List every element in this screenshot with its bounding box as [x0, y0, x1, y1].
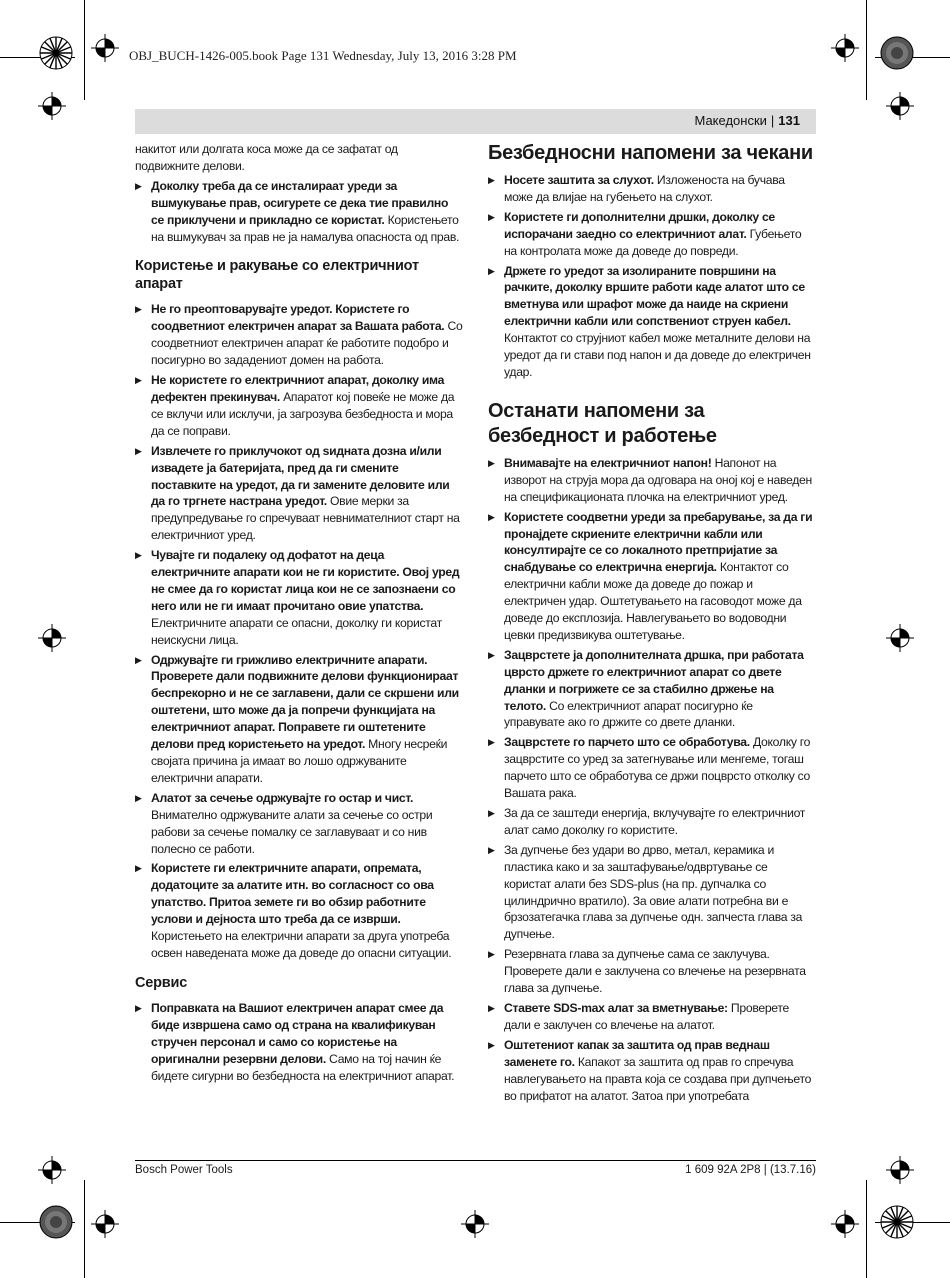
header-separator: | — [770, 113, 775, 128]
bullet-arrow-icon: ▶ — [135, 445, 142, 456]
item-text: Апаратот кој повеќе не може да се вклучи или исклучи, ја загрозува безбедноста и мора да се поправи. — [151, 389, 455, 438]
item-text: Капакот за заштита од прав го спречува навлегувањето на правта која се создава при дупчењето во прифатот на алатот. Затоа при употребата — [504, 1054, 812, 1103]
item-text: Изложеноста на бучава може да влијае на губењето на слухот. — [504, 173, 785, 204]
header-text — [694, 113, 800, 128]
list-item — [135, 547, 463, 648]
crosshair-right-lower-icon — [886, 1156, 914, 1184]
list-item — [488, 455, 816, 506]
item-bold-lead: Доколку треба да се инсталираат уреди за вшмукување прав, осигурете се дека тие правилно се приклучени и прикладно се користат. — [151, 178, 449, 227]
bullet-arrow-icon: ▶ — [488, 1002, 495, 1013]
print-slug-line: OBJ_BUCH-1426-005.book Page 131 Wednesday, July 13, 2016 3:28 PM — [129, 48, 517, 63]
item-bold-lead: Ставете SDS-max алат за вметнување: — [504, 1000, 728, 1015]
bullet-arrow-icon: ▶ — [488, 175, 495, 185]
footer-brand: Bosch Power Tools — [135, 1164, 233, 1176]
list-item — [135, 860, 463, 961]
other-safety-list — [488, 455, 816, 1105]
registration-starburst-bottom-left-icon — [39, 1205, 73, 1239]
service-list — [135, 1000, 463, 1085]
crosshair-bottom-right-icon — [831, 1210, 859, 1238]
right-column — [488, 141, 816, 1107]
item-text: Доколку го зацврстите со уред за затегнување или менгеме, тогаш парчето што се обработува се држи поцврсто отколку со Вашата рака. — [504, 735, 811, 801]
bullet-arrow-icon: ▶ — [135, 304, 142, 315]
left-column — [135, 141, 463, 1087]
item-text: За дупчење без удари во дрво, метал, керамика и пластика како и за заштафување/одвртување се користат алати без SDS-plus (на пр. дупчалка со цилиндрично вратило). За овие алати потребна ви е брзозатегачка глава за дупчење одн. запчеста глава за дупчење. — [504, 842, 803, 942]
item-bold-lead: Не го преоптоварувајте уредот. Користете го соодветниот електричен апарат за Вашата работа. — [151, 302, 445, 334]
item-bold-lead: Користете соодветни уреди за пребарување, за да ги пронајдете скриените електрични кабли или консултирајте се со локалното претпријатие за снабдување со електрична енергија. — [504, 509, 813, 575]
item-text: Губењето на контролата може да доведе до повреди. — [504, 226, 802, 258]
bullet-arrow-icon: ▶ — [135, 654, 142, 665]
item-bold-lead: Не користете го електричниот апарат, доколку има дефектен прекинувач. — [151, 373, 445, 404]
header-language: Македонски — [694, 113, 767, 128]
item-text: За да се заштеди енергија, вклучувајте го електричниот алат само доколку го користите. — [504, 806, 806, 837]
section-heading-other-safety: Останати напомени за безбедност и работење — [488, 399, 717, 447]
crosshair-bottom-left-icon — [91, 1210, 119, 1238]
item-text: Користењето на електрични апарати за друга употреба освен наведената може да доведе до опасни ситуации. — [151, 929, 452, 960]
item-bold-lead: Алатот за сечење одржувајте го остар и чист. — [151, 790, 414, 805]
list-item — [488, 172, 816, 206]
bullet-arrow-icon: ▶ — [488, 457, 495, 468]
hammer-safety-list — [488, 172, 816, 381]
item-text: Овие мерки за предупредување го спречуваат невнимателниот старт на електричниот уред. — [151, 494, 460, 543]
bullet-arrow-icon: ▶ — [488, 808, 495, 818]
footer-rule — [135, 1160, 816, 1161]
registration-starburst-bottom-right-icon — [880, 1205, 914, 1239]
list-item — [488, 263, 816, 381]
list-item — [488, 1000, 816, 1034]
item-text: Само на тој начин ќе бидете сигурни во безбедноста на електричниот апарат. — [151, 1051, 455, 1083]
item-bold-lead: Зацврстете ја дополнителната дршка, при работата цврсто држете го електричниот апарат со двете дланки и погрижете се за стабилно држење на телото. — [504, 647, 804, 713]
item-bold-lead: Чувајте ги подалеку од дофатот на деца електричните апарати кои не ги користите. Овој уред не смее да го користат лица кои не се запознаени со него или не ги имаат прочитано овие упатства. — [151, 548, 460, 613]
bullet-arrow-icon: ▶ — [135, 375, 142, 386]
section-heading-usage: Користење и ракување со електричниот апарат — [135, 258, 419, 293]
crop-mark-left-vertical — [84, 0, 85, 100]
item-bold-lead: Користете ги електричните апарати, опремата, додатоците за алатите итн. во согласност со ова упатство. Притоа земете ги во обзир работните услови и дејноста што треба да се изврши. — [151, 861, 434, 927]
list-item — [135, 790, 463, 858]
section-heading-hammers: Безбедносни напомени за чекани — [488, 142, 813, 164]
bullet-arrow-icon: ▶ — [488, 1039, 495, 1050]
item-bold-lead: Зацврстете го парчето што се обработува. — [504, 735, 750, 750]
list-item — [488, 209, 816, 260]
crosshair-left-upper-icon — [38, 92, 66, 120]
bullet-arrow-icon: ▶ — [488, 949, 495, 960]
item-text: Користењето на вшмукувач за прав не ја намалува опасноста од прав. — [151, 212, 460, 244]
item-bold-lead: Држете го уредот за изолираните површини на рачките, доколку вршите работи каде алатот што се вметнува или шрафот може да наиде на скриени електрични кабли или сопствениот струен кабел. — [504, 263, 805, 329]
crop-mark-bottom-right-vertical — [866, 1180, 867, 1278]
usage-list — [135, 301, 463, 961]
bullet-arrow-icon: ▶ — [135, 863, 142, 874]
bullet-arrow-icon: ▶ — [135, 180, 142, 191]
item-text: Внимателно одржуваните алати за сечење со остри рабови за сечење помалку се заглавуваат и со нив полесно се работи. — [151, 807, 433, 856]
list-item — [488, 509, 816, 644]
item-bold-lead: Оштетениот капак за заштита од прав веднаш заменете го. — [504, 1037, 770, 1069]
item-bold-lead: Одржувајте ги грижливо електричните апарати. Проверете дали подвижните делови функционираат беспрекорно и не се заглавени, дали се скршени или оштетени, што може да ја попречи функцијата на електричниот апарат. Поправете ги оштетените делови пред користењето на уредот. — [151, 652, 459, 752]
list-item — [135, 652, 463, 787]
list-item — [135, 443, 463, 544]
bullet-arrow-icon: ▶ — [488, 211, 495, 222]
footer-code: 1 609 92A 2P8 | (13.7.16) — [685, 1164, 816, 1176]
item-bold-lead: Внимавајте на електричниот напон! — [504, 455, 712, 470]
crosshair-bottom-center-icon — [461, 1210, 489, 1238]
item-text: Резервната глава за дупчење сама се заклучува. Проверете дали е заклучена со влечење на резервната глава за дупчење. — [504, 947, 806, 996]
bullet-arrow-icon: ▶ — [135, 792, 142, 803]
crosshair-right-middle-icon — [886, 624, 914, 652]
bullet-arrow-icon: ▶ — [488, 649, 495, 660]
item-text: Електричните апарати се опасни, доколку ги користат неискусни лица. — [151, 615, 442, 647]
crosshair-top-left-icon — [91, 34, 119, 62]
list-item — [135, 1000, 463, 1085]
bullet-arrow-icon: ▶ — [488, 737, 495, 748]
list-item — [135, 301, 463, 369]
list-item — [488, 1037, 816, 1105]
item-bold-lead: Поправката на Вашиот електричен апарат смее да биде извршена само од страна на квалификуван стручен персонал и само со користење на оригинални резервни делови. — [151, 1000, 444, 1066]
registration-starburst-top-right-icon — [880, 36, 914, 70]
crosshair-left-lower-icon — [38, 1156, 66, 1184]
item-bold-lead: Користете ги дополнителни дршки, доколку се испорачани заедно со електричниот алат. — [504, 209, 775, 241]
list-item — [488, 647, 816, 732]
list-item — [488, 842, 816, 943]
continued-paragraph: накитот или долгата коса може да се зафатат од подвижните делови. — [135, 142, 398, 173]
item-bold-lead: Носете заштита за слухот. — [504, 173, 654, 187]
intro-list — [135, 178, 463, 246]
bullet-arrow-icon: ▶ — [488, 511, 495, 522]
list-item — [135, 178, 463, 246]
crosshair-top-right-icon — [831, 34, 859, 62]
list-item — [135, 372, 463, 440]
list-item — [488, 946, 816, 997]
crop-mark-bottom-left-vertical — [84, 1180, 85, 1278]
item-text: Многу несреќи својата причина ја имаат во лошо одржуваните електрични апарати. — [151, 737, 448, 785]
item-bold-lead: Извлечете го приклучокот од ѕидната дозна и/или извадете ја батеријата, пред да ги смените поставките на уредот, да ги замените деловите или да го тргнете настрана уредот. — [151, 443, 450, 509]
bullet-arrow-icon: ▶ — [135, 550, 142, 561]
list-item — [488, 734, 816, 802]
registration-starburst-top-left-icon — [39, 36, 73, 70]
crosshair-left-middle-icon — [38, 624, 66, 652]
item-text: Контактот со струјниот кабел може металните делови на уредот да ги стави под напон и да доведе до електричен удар. — [504, 331, 811, 379]
item-text: Напонот на изворот на струја мора да одговара на оној кој е наведен на спецификационата плочка на електричниот уред. — [504, 455, 812, 504]
bullet-arrow-icon: ▶ — [135, 1002, 142, 1013]
bullet-arrow-icon: ▶ — [488, 844, 495, 855]
item-text: Контактот со електрични кабли може да доведе до пожар и електричен удар. Оштетувањето на гасоводот може да доведе до експлозија. Навлегувањето во водоводни цевки предизвикува оштетување. — [504, 560, 802, 642]
item-text: Со електричниот апарат посигурно ќе управувате ако го држите со двете дланки. — [504, 698, 753, 730]
section-heading-service: Сервис — [135, 974, 188, 991]
page-number: 131 — [778, 113, 800, 128]
crop-mark-right-vertical — [866, 0, 867, 100]
crosshair-right-upper-icon — [886, 92, 914, 120]
list-item — [488, 805, 816, 839]
item-text: Проверете дали е заклучен со влечење на алатот. — [504, 1000, 790, 1032]
item-text: Со соодветниот електричен апарат ќе работите подобро и посигурно во зададениот домен на работа. — [151, 319, 463, 368]
bullet-arrow-icon: ▶ — [488, 265, 495, 276]
running-header — [135, 109, 816, 134]
